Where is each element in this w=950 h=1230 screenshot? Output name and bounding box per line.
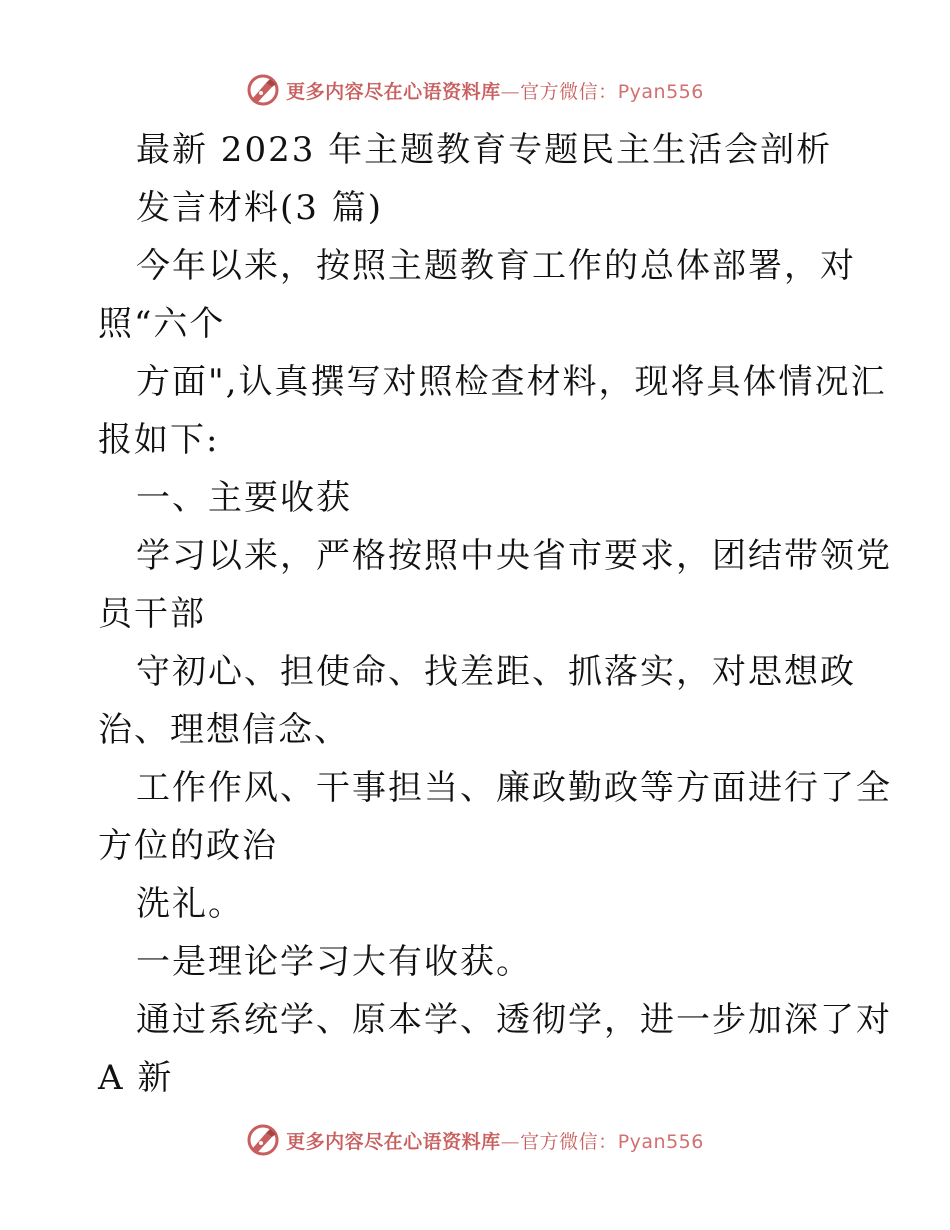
watermark-wechat-id: Pyan556 [617,1130,704,1153]
paragraph-line: 洗礼。 [136,884,244,924]
title-line-2: 发言材料(3 篇) [136,188,383,228]
paragraph-line: 今年以来，按照主题教育工作的总体部署，对 [136,246,856,286]
paragraph-line: 方位的政治 [98,826,278,866]
paragraph-line: 通过系统学、原本学、透彻学，进一步加深了对 [136,1000,892,1040]
watermark-wechat-id: Pyan556 [617,80,704,103]
watermark-middle: 官方微信： [520,1130,618,1153]
paragraph-line: 守初心、担使命、找差距、抓落实，对思想政 [136,652,856,692]
paragraph-line: 工作作风、干事担当、廉政勤政等方面进行了全 [136,768,892,808]
title-line-1: 最新 2023 年主题教育专题民主生活会剖析 [136,130,833,170]
paragraph-line: 方面",认真撰写对照检查材料，现将具体情况汇 [136,362,887,402]
watermark-banner-bottom [0,1120,950,1160]
watermark-dash: — [500,1130,521,1153]
paragraph-line: A 新 [98,1058,174,1098]
section-heading: 一、主要收获 [136,478,352,518]
paragraph-line: 员干部 [98,594,206,634]
watermark-banner-top [0,70,950,110]
subheading-line: 一是理论学习大有收获。 [136,942,532,982]
paragraph-line: 照“六个 [98,304,226,344]
paragraph-line: 学习以来，严格按照中央省市要求，团结带领党 [136,536,892,576]
paragraph-line: 报如下: [98,420,220,460]
pen-nib-circle-icon [246,1123,280,1157]
paragraph-line: 治、理想信念、 [98,710,350,750]
watermark-text [286,77,704,104]
watermark-dash: — [500,80,521,103]
watermark-prefix: 更多内容尽在心语资料库 [286,80,501,103]
watermark-text [286,1127,704,1154]
watermark-middle: 官方微信： [520,80,618,103]
pen-nib-circle-icon [246,73,280,107]
watermark-prefix: 更多内容尽在心语资料库 [286,1130,501,1153]
